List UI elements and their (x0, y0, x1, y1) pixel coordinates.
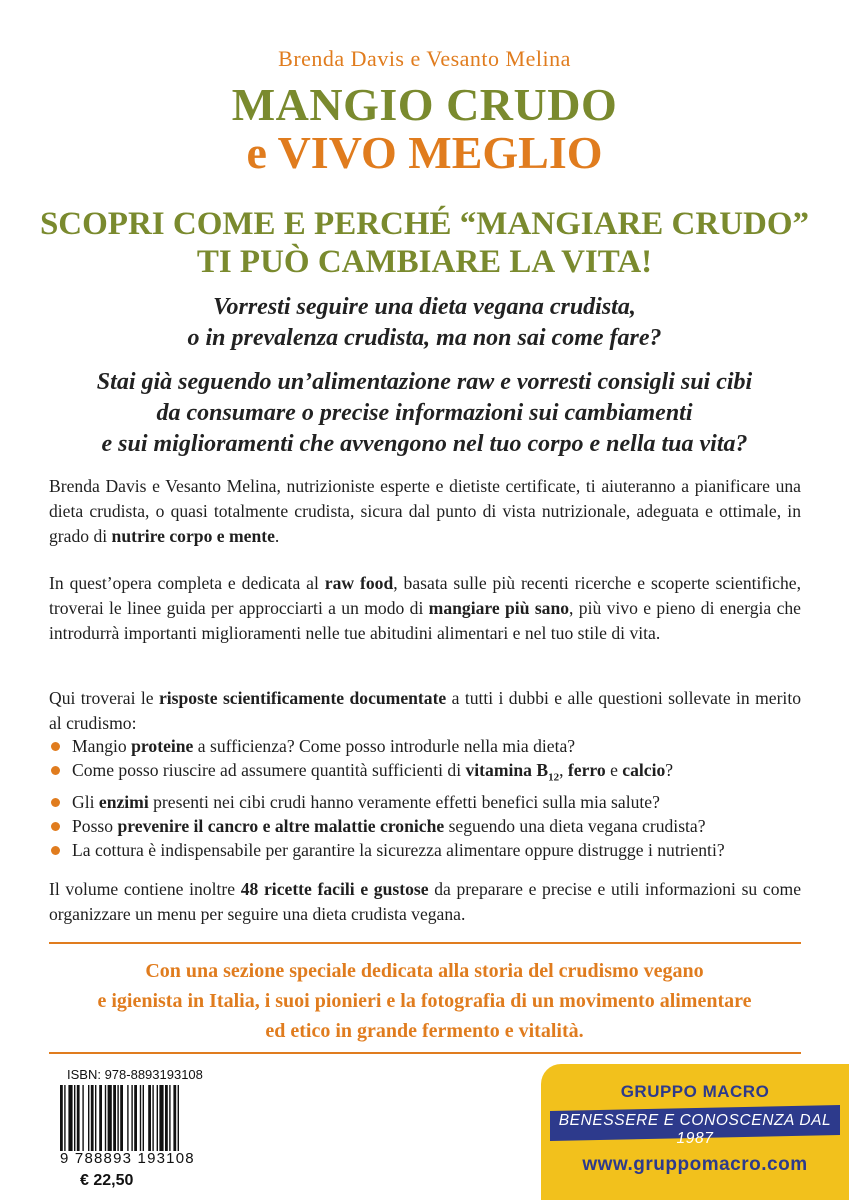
special-line-2: e igienista in Italia, i suoi pionieri e la fotografia di un movimento alimentare (97, 990, 752, 1012)
special-section-note (0, 956, 849, 1046)
p4-text-a: Il volume contiene inoltre (49, 879, 241, 899)
bullet-dot-icon (51, 798, 60, 807)
p4-bold: 48 ricette facili e gustose (240, 879, 429, 899)
title-line-1: MANGIO CRUDO (231, 79, 618, 130)
question-2-line-2: da consumare o precise informazioni sui cambiamenti (156, 400, 693, 426)
divider-top (49, 942, 801, 944)
authors: Brenda Davis e Vesanto Melina (278, 46, 571, 71)
p3-text-a: Qui troverai le (49, 688, 159, 708)
publisher-url: www.gruppomacro.com (582, 1154, 808, 1175)
list-item: Mangio proteine a sufficienza? Come posso introdurle nella mia dieta? (49, 734, 809, 758)
question-1-line-1: Vorresti seguire una dieta vegana crudista, (213, 294, 636, 320)
paragraph-raw-food (49, 571, 801, 646)
title-line-2: e VIVO MEGLIO (246, 127, 603, 178)
p2-bold-b: mangiare più sano (428, 598, 570, 618)
question-2-line-3: e sui miglioramenti che avvengono nel tuo corpo e nella tua vita? (101, 431, 748, 457)
question-1 (0, 292, 849, 354)
list-item: Gli enzimi presenti nei cibi crudi hanno veramente effetti benefici sulla mia salute? (49, 790, 809, 814)
paragraph-recipes (49, 877, 801, 927)
subtitle-line-2: TI PUÒ CAMBIARE LA VITA! (196, 244, 653, 280)
p1-end: . (274, 526, 280, 546)
publisher-name: GRUPPO MACRO (620, 1082, 770, 1101)
isbn-label: ISBN: 978-8893193108 (67, 1067, 203, 1082)
p1-text: Brenda Davis e Vesanto Melina, nutrizioniste esperte e dietiste certificate, ti aiuteranno a pianificare una dieta crudista, o quasi totalmente crudista, sicura dal punto di vista nutrizionale, adeguata e ottimale, in grado di (49, 476, 801, 546)
barcode-icon (60, 1085, 232, 1151)
p3-bold: risposte scientificamente documentate (158, 688, 447, 708)
subtitle-line-1: SCOPRI COME E PERCHÉ “MANGIARE CRUDO” (39, 206, 810, 242)
bullet-dot-icon (51, 822, 60, 831)
question-2-line-1: Stai già seguendo un’alimentazione raw e vorresti consigli sui cibi (96, 369, 753, 395)
p2-text-a: In quest’opera completa e dedicata al (49, 573, 325, 593)
p3-text-b: a tutti i dubbi e alle questioni sollevate in merito al crudismo: (49, 688, 802, 733)
list-item: Posso prevenire il cancro e altre malattie croniche seguendo una dieta vegana crudista? (49, 814, 809, 838)
divider-bottom (49, 1052, 801, 1054)
bullet-dot-icon (51, 742, 60, 751)
p2-text-b: , basata sulle più recenti ricerche e scoperte scientifiche, troverai le linee guida per approcciarti a un modo di (49, 573, 801, 618)
p2-text-c: , più vivo e pieno di energia che introdurrà importanti miglioramenti nelle tue abitudini alimentari e nel tuo stile di vita. (49, 598, 801, 643)
publisher-tagline: BENESSERE E CONOSCENZA DAL 1987 (558, 1112, 832, 1147)
question-1-line-2: o in prevalenza crudista, ma non sai come fare? (187, 325, 662, 351)
barcode-digits: 9 788893 193108 (60, 1150, 195, 1167)
list-item: La cottura è indispensabile per garantire la sicurezza alimentare oppure distrugge i nutrienti? (49, 838, 809, 862)
bullet-dot-icon (51, 846, 60, 855)
paragraph-answers (49, 686, 801, 736)
paragraph-intro (49, 474, 801, 549)
special-line-3: ed etico in grande fermento e vitalità. (265, 1020, 584, 1042)
price: € 22,50 (80, 1172, 134, 1189)
p4-text-b: da preparare e precise e utili informazioni su come organizzare un menu per seguire una dieta crudista vegana. (49, 879, 802, 924)
question-2 (0, 367, 849, 460)
p2-bold-a: raw food (324, 573, 394, 593)
list-item: Come posso riuscire ad assumere quantità sufficienti di vitamina $B_{12}$, ferro e calcio? (49, 758, 809, 790)
question-list (49, 734, 809, 862)
special-line-1: Con una sezione speciale dedicata alla storia del crudismo vegano (145, 960, 704, 982)
subtitle (0, 205, 849, 281)
p1-bold: nutrire corpo e mente (111, 526, 275, 546)
bullet-dot-icon (51, 766, 60, 775)
